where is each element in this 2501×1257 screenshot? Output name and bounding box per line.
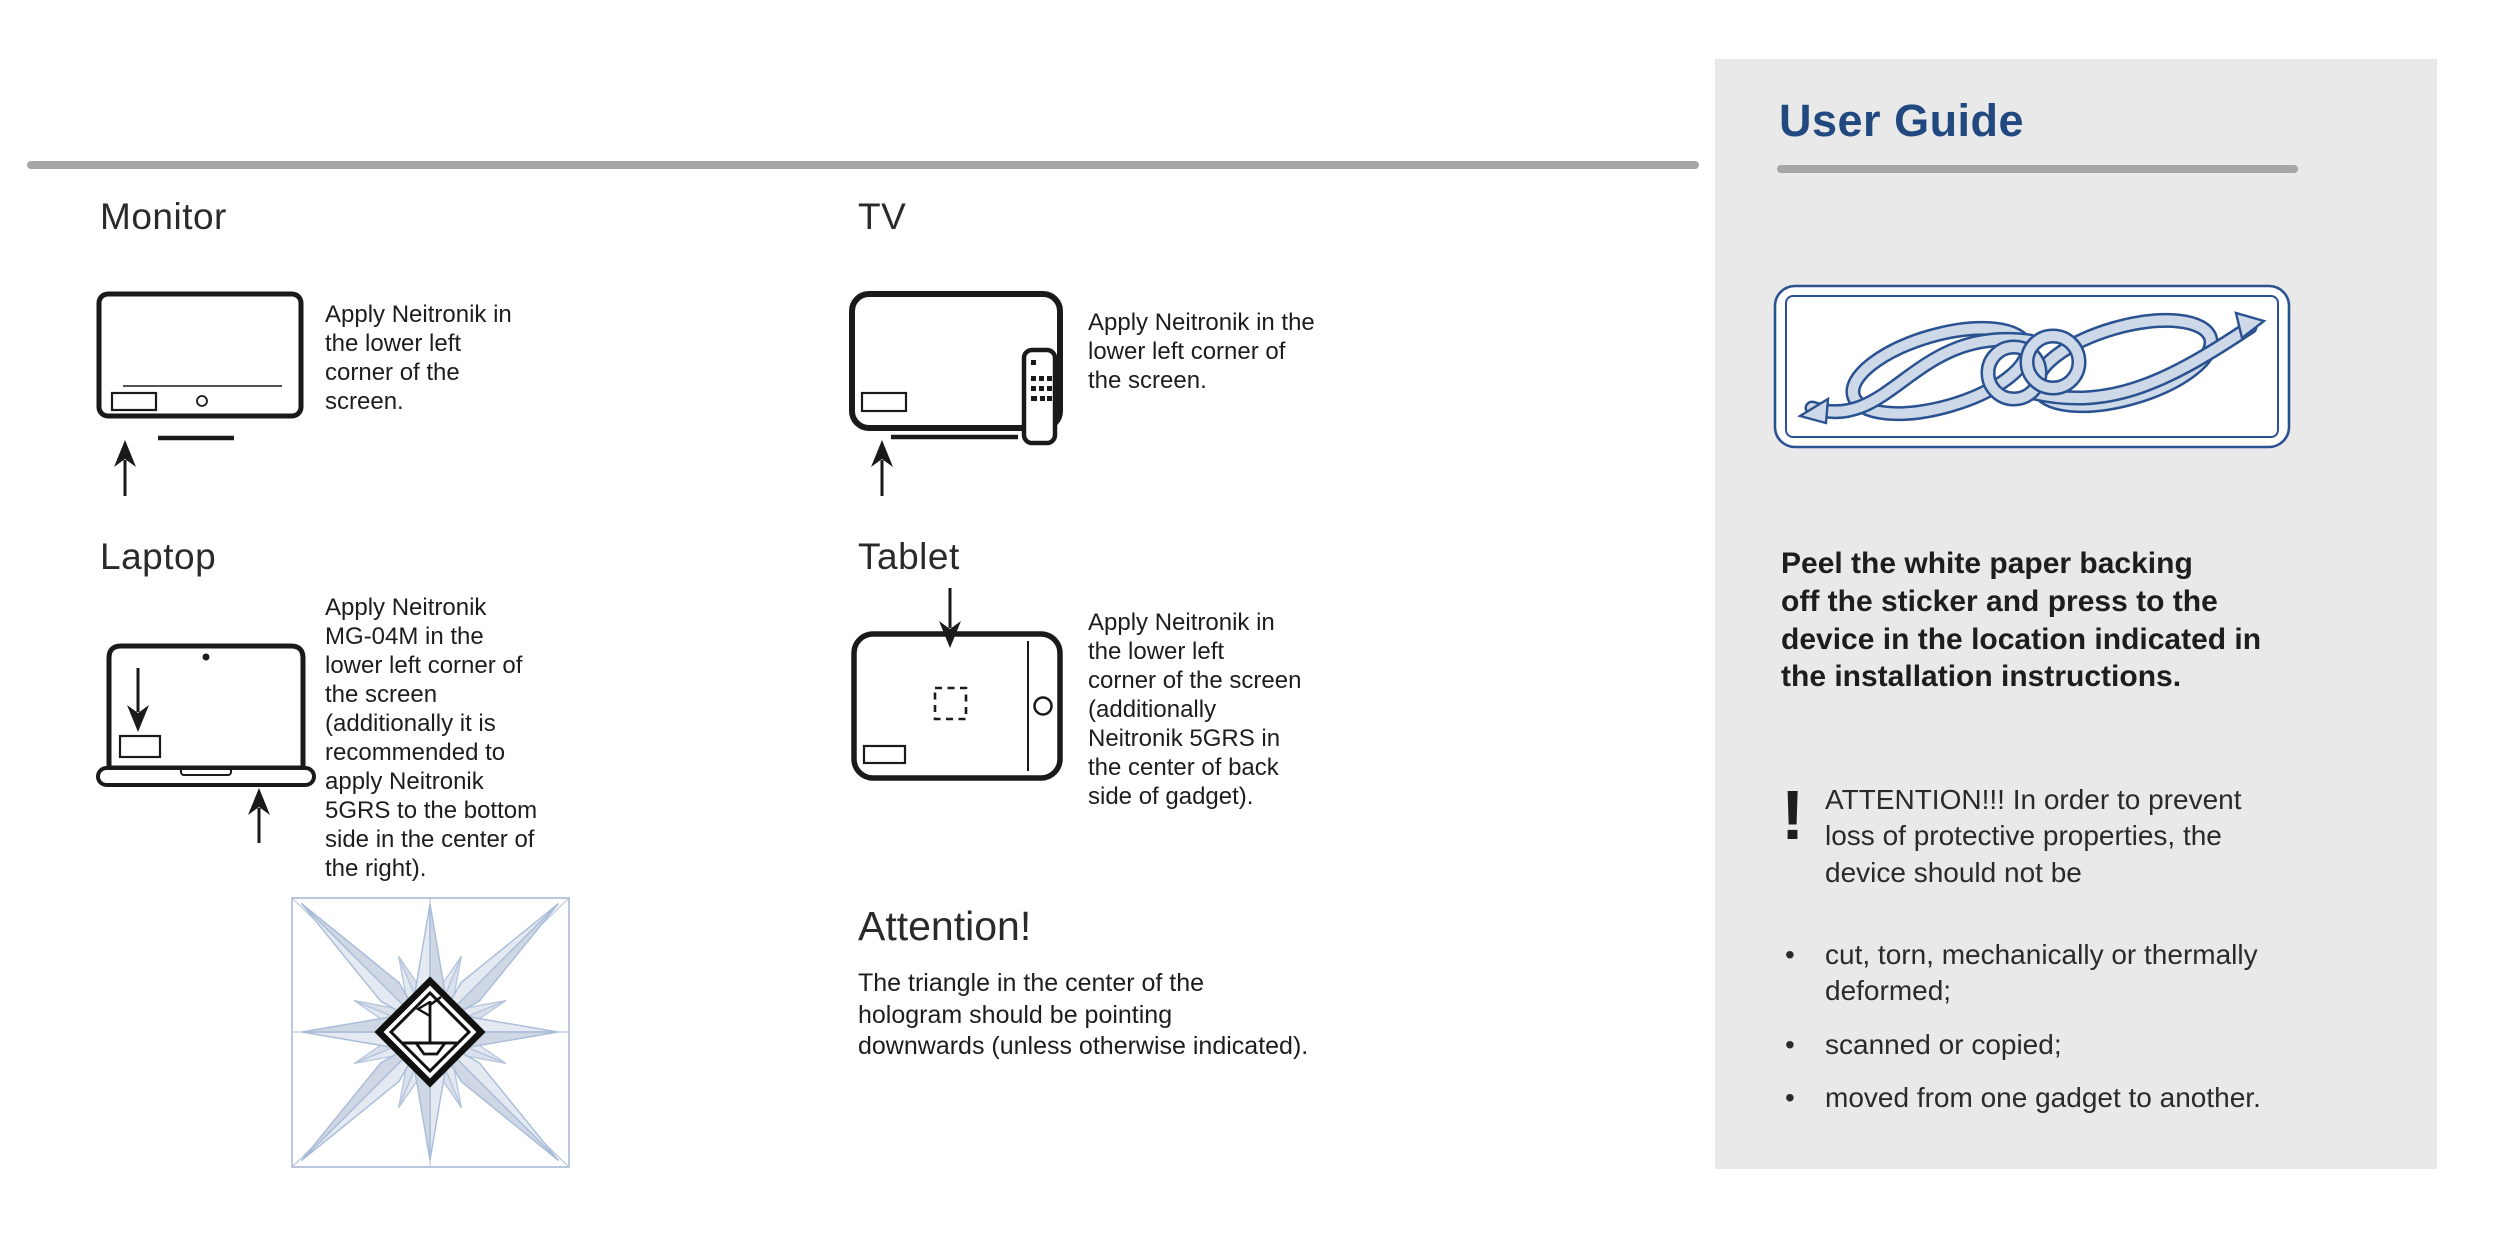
user-guide-panel — [1715, 59, 2437, 1169]
list-item-text: scanned or copied; — [1825, 1028, 2062, 1060]
restrictions-list — [1785, 937, 2325, 1134]
laptop-section-title: Laptop — [100, 536, 217, 577]
list-item — [1785, 937, 2325, 1010]
list-item-text: cut, torn, mechanically or thermally deformed; — [1825, 939, 2258, 1007]
tv-illustration — [848, 290, 1080, 502]
list-item — [1785, 1080, 2325, 1116]
laptop-illustration — [95, 640, 317, 848]
home-button-icon — [1035, 698, 1052, 715]
monitor-section-title: Monitor — [100, 196, 227, 237]
exclamation-icon: ! — [1781, 776, 1805, 854]
tablet-instruction-text: Apply Neitronik in the lower left corner of the screen (additionally Neitronik 5GRS in the center of back side of gadget). — [1088, 609, 1302, 811]
sticker-location-rect — [120, 736, 160, 757]
top-divider-rule — [27, 161, 1699, 169]
sticker-location-rect — [864, 746, 905, 763]
attention-right-text: ATTENTION!!! In order to prevent loss of protective properties, the device should not be — [1825, 784, 2242, 888]
monitor-illustration — [95, 290, 310, 502]
list-item — [1785, 1027, 2325, 1063]
attention-right-block — [1781, 776, 2341, 891]
sticker-location-rect — [862, 393, 906, 411]
remote-control-icon — [1024, 350, 1055, 443]
peel-instruction-text: Peel the white paper backing off the sticker and press to the device in the location indicated in the installation instructions. — [1781, 547, 2262, 694]
bullet-icon: • — [1785, 1028, 1795, 1060]
attention-left-text: The triangle in the center of the hologram should be pointing downwards (unless otherwise indicated). — [858, 969, 1309, 1060]
tv-instruction-text: Apply Neitronik in the lower left corner of the screen. — [1088, 309, 1315, 395]
up-arrow-icon — [114, 440, 136, 496]
sticker-knot-illustration — [1772, 283, 2292, 450]
up-arrow-icon — [871, 440, 893, 496]
user-guide-title: User Guide — [1779, 95, 2025, 146]
tablet-section-title: Tablet — [858, 536, 960, 577]
sticker-location-rect — [112, 393, 156, 410]
monitor-instruction-text: Apply Neitronik in the lower left corner of the screen. — [325, 301, 512, 416]
tablet-illustration — [850, 588, 1066, 786]
tv-section-title: TV — [858, 196, 907, 237]
laptop-instruction-text: Apply Neitronik MG-04M in the lower left corner of the screen (additionally it is recommended to apply Neitronik 5GRS to the bottom side in the center of the right). — [325, 594, 538, 883]
hologram-star-illustration — [290, 896, 571, 1169]
bullet-icon: • — [1785, 939, 1795, 970]
bullet-icon: • — [1785, 1082, 1795, 1114]
attention-left-title: Attention! — [858, 903, 1032, 949]
webcam-dot — [203, 654, 210, 661]
list-item-text: moved from one gadget to another. — [1825, 1082, 2261, 1114]
user-guide-underline — [1777, 165, 2298, 173]
laptop-notch — [181, 769, 231, 775]
up-arrow-icon — [248, 788, 270, 843]
